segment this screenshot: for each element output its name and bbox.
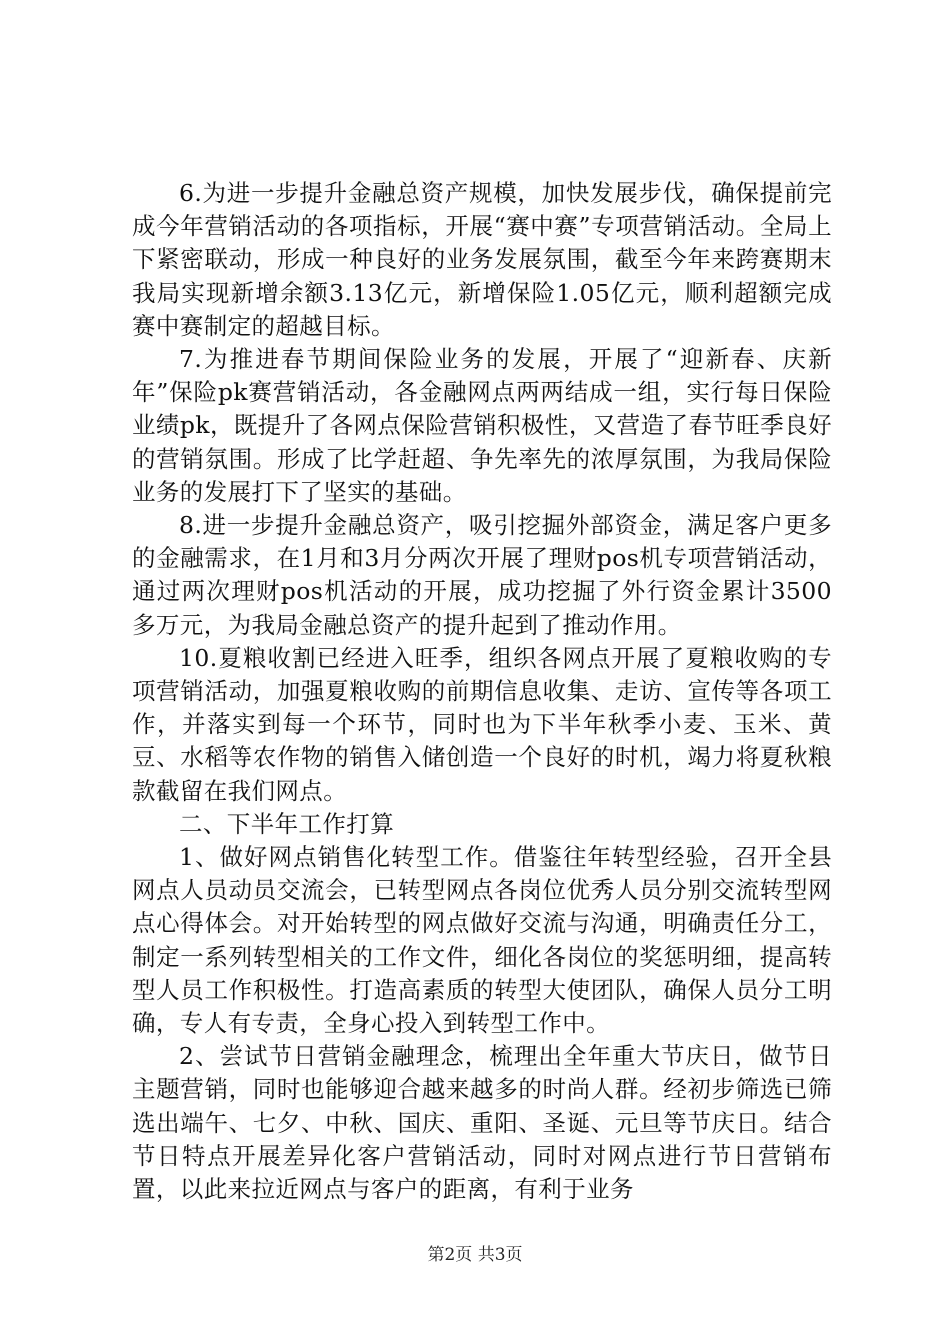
section-heading: 二、下半年工作打算 (179, 809, 395, 838)
plan-item-1: 1、做好网点销售化转型工作。借鉴往年转型经验，召开全县网点人员动员交流会，已转型网点各岗位优秀人员分别交流转型网点心得体会。对开始转型的网点做好交流与沟通，明确责任分工，制定一系列转型相关的工作文件，细化各岗位的奖惩明细，提高转型人员工作积极性。打造高素质的转型大使团队，确保人员分工明确，专人有专责，全身心投入到转型工作中。 (132, 843, 832, 1038)
paragraph-item-10: 10.夏粮收割已经进入旺季，组织各网点开展了夏粮收购的专项营销活动，加强夏粮收购的前期信息收集、走访、宣传等各项工作，并落实到每一个环节，同时也为下半年秋季小麦、玉米、黄豆、水稻等农作物的销售入储创造一个良好的时机，竭力将夏秋粮款截留在我们网点。 (132, 643, 832, 805)
paragraph-item-7: 7.为推进春节期间保险业务的发展，开展了“迎新春、庆新年”保险pk赛营销活动，各金融网点两两结成一组，实行每日保险业绩pk，既提升了各网点保险营销积极性，又营造了春节旺季良好的营销氛围。形成了比学赶超、争先率先的浓厚氛围，为我局保险业务的发展打下了坚实的基础。 (132, 345, 832, 506)
page-number-footer: 第2页 共3页 (427, 1245, 523, 1265)
document-body (132, 177, 832, 1206)
plan-item-2: 2、尝试节日营销金融理念，梳理出全年重大节庆日，做节日主题营销，同时也能够迎合越来越多的时尚人群。经初步筛选已筛选出端午、七夕、中秋、国庆、重阳、圣诞、元旦等节庆日。结合节日特点开展差异化客户营销活动，同时对网点进行节日营销布置，以此来拉近网点与客户的距离，有利于业务 (132, 1042, 832, 1204)
paragraph-item-8: 8.进一步提升金融总资产，吸引挖掘外部资金，满足客户更多的金融需求，在1月和3月分两次开展了理财pos机专项营销活动，通过两次理财pos机活动的开展，成功挖掘了外行资金累计3500多万元，为我局金融总资产的提升起到了推动作用。 (132, 511, 832, 639)
paragraph-item-6: 6.为进一步提升金融总资产规模，加快发展步伐，确保提前完成今年营销活动的各项指标，开展“赛中赛”专项营销活动。全局上下紧密联动，形成一种良好的业务发展氛围，截至今年来跨赛期末我局实现新增余额3.13亿元，新增保险1.05亿元，顺利超额完成赛中赛制定的超越目标。 (132, 179, 832, 340)
